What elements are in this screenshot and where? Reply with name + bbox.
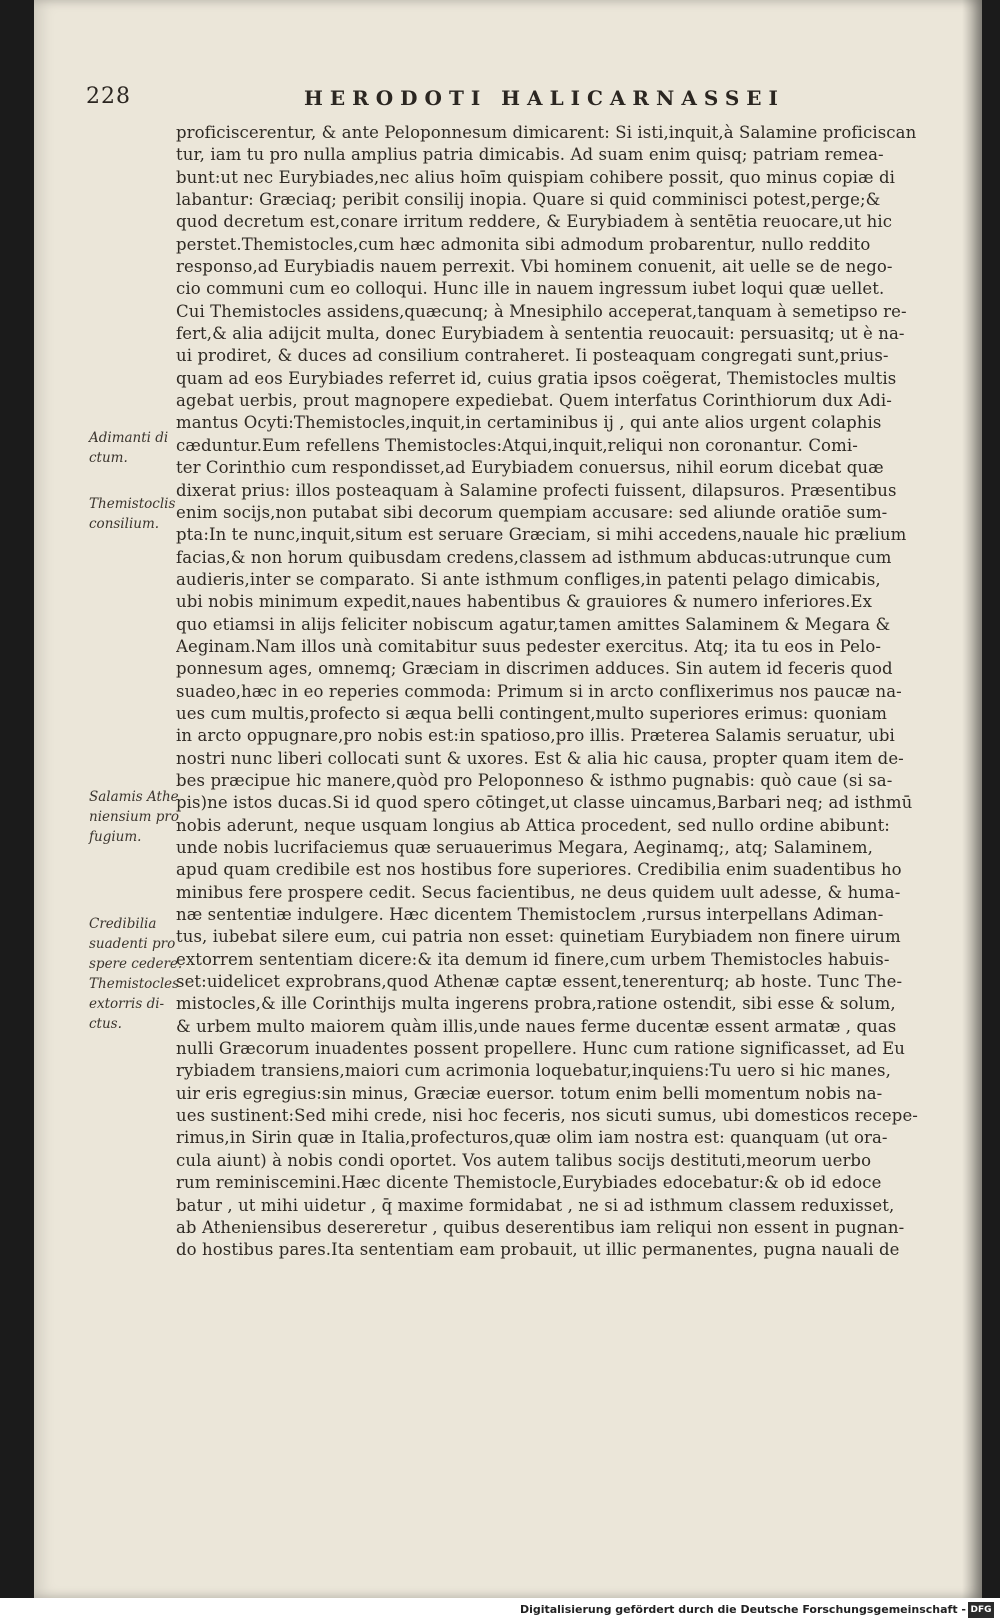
digitization-footer [0, 1598, 1000, 1623]
marginal-note-credibilia [89, 914, 182, 1034]
text-line: suadeo,hæc in eo reperies commoda: Primum si in arcto conflixerimus nos paucæ na- [176, 681, 902, 701]
text-line: mistocles,& ille Corinthijs multa ingerens probra,ratione ostendit, sibi esse & solum, [176, 994, 896, 1014]
page-number: 228 [86, 84, 131, 109]
marginal-note-themistoclis [89, 494, 175, 534]
text-line: nobis aderunt, neque usquam longius ab Attica procedent, sed nullo ordine abibunt: [176, 815, 890, 835]
text-line: tus, iubebat silere eum, cui patria non esset: quinetiam Eurybiadem non finere uirum [176, 927, 901, 947]
running-head: HERODOTI HALICARNASSEI [304, 86, 785, 110]
text-line: dixerat prius: illos posteaquam à Salamine profecti fuissent, dilapsuros. Præsentibus [176, 480, 897, 500]
text-line: enim socijs,non putabat sibi decorum quempiam accusare: sed aliunde oratiōe sum- [176, 502, 888, 522]
text-line: ubi nobis minimum expedit,naues habentibus & grauiores & numero inferiores.Ex [176, 592, 873, 612]
text-line: cio communi cum eo colloqui. Hunc ille in nauem ingressum iubet loqui quæ uellet. [176, 279, 885, 299]
text-line: næ sententiæ indulgere. Hæc dicentem Themistoclem ,rursus interpellans Adiman- [176, 905, 884, 925]
marginal-note-line: fugium. [89, 829, 142, 845]
text-line: ab Atheniensibus desereretur , quibus deserentibus iam reliqui non essent in pugnan- [176, 1217, 905, 1237]
text-line: labantur: Græciaq; peribit consilij inopia. Quare si quid comminisci potest,perge;& [176, 190, 881, 210]
marginal-note-adimanti [89, 428, 168, 468]
text-line: & urbem multo maiorem quàm illis,unde naues ferme ducentæ essent armatæ , quas [176, 1016, 897, 1036]
text-line: cæduntur.Eum refellens Themistocles:Atqui,inquit,reliqui non coronantur. Comi- [176, 435, 858, 455]
text-line: nulli Græcorum inuadentes possent propellere. Hunc cum ratione significasset, ad Eu [176, 1039, 905, 1059]
text-line: do hostibus pares.Ita sententiam eam probauit, ut illic permanentes, pugna nauali de [176, 1240, 900, 1260]
text-line: mantus Ocyti:Themistocles,inquit,in certaminibus ij , qui ante alios urgent colaphis [176, 413, 882, 433]
marginal-note-line: niensium pro [89, 809, 179, 825]
text-line: extorrem sententiam dicere:& ita demum id finere,cum urbem Themistocles habuis- [176, 949, 890, 969]
marginal-note-line: Adimanti di [89, 430, 169, 446]
marginal-note-line: ctus. [89, 1016, 122, 1032]
text-line: ui prodiret, & duces ad consilium contraheret. Ii posteaquam congregati sunt,prius- [176, 346, 889, 366]
marginal-note-line: consilium. [89, 516, 160, 532]
text-line: ter Corinthio cum respondisset,ad Eurybiadem conuersus, nihil eorum dicebat quæ [176, 458, 884, 478]
marginal-note-line: suadenti pro [89, 936, 176, 952]
page-header [34, 84, 982, 116]
text-line: quo etiamsi in alijs feliciter nobiscum agatur,tamen amittes Salaminem & Megara & [176, 614, 891, 634]
text-line: ues sustinent:Sed mihi crede, nisi hoc feceris, nos sicuti sumus, ubi domesticos recepe- [176, 1106, 918, 1126]
book-page [34, 0, 982, 1598]
text-line: quod decretum est,conare irritum reddere, & Eurybiadem à sentētia reuocare,ut hic [176, 212, 893, 232]
text-line: pis)ne istos ducas.Si id quod spero cōtinget,ut classe uincamus,Barbari neq; ad isthmū [176, 793, 913, 813]
text-line: agebat uerbis, prout magnopere expediebat. Quem interfatus Corinthiorum dux Adi- [176, 391, 892, 411]
text-line: uir eris egregius:sin minus, Græciæ euersor. totum enim belli momentum nobis na- [176, 1083, 883, 1103]
text-line: apud quam credibile est nos hostibus fore superiores. Credibilia enim suadentibus ho [176, 860, 902, 880]
marginal-note-line: Themistocles [89, 976, 180, 992]
marginal-note-salamis [89, 787, 179, 847]
text-line: ues cum multis,profecto si æqua belli contingent,multo superiores erimus: quoniam [176, 703, 888, 723]
body-text [176, 122, 966, 1262]
text-line: responso,ad Eurybiadis nauem perrexit. Vbi hominem conuenit, ait uelle se de nego- [176, 257, 893, 277]
text-line: minibus fere prospere cedit. Secus facientibus, ne deus quidem uult adesse, & huma- [176, 882, 901, 902]
footer-credit: Digitalisierung gefördert durch die Deutsche Forschungsgemeinschaft - [519, 1603, 966, 1616]
text-line: bes præcipue hic manere,quòd pro Peloponneso & isthmo pugnabis: quò caue (si sa- [176, 770, 893, 790]
text-line: Cui Themistocles assidens,quæcunq; à Mnesiphilo acceperat,tanquam à semetipso re- [176, 301, 907, 321]
text-line: in arcto oppugnare,pro nobis est:in spatioso,pro illis. Præterea Salamis seruatur, ubi [176, 726, 895, 746]
text-line: audieris,inter se comparato. Si ante isthmum confliges,in patenti pelago dimicabis, [176, 569, 881, 589]
text-line: tur, iam tu pro nulla amplius patria dimicabis. Ad suam enim quisq; patriam remea- [176, 145, 884, 165]
text-line: quam ad eos Eurybiades referret id, cuius gratia ipsos coëgerat, Themistocles multis [176, 368, 897, 388]
text-line: rum reminiscemini.Hæc dicente Themistocle,Eurybiades edocebatur:& ob id edoce [176, 1173, 882, 1193]
text-line: unde nobis lucrifaciemus quæ seruauerimus Megara, Aeginamq;, atq; Salaminem, [176, 838, 873, 857]
text-line: ponnesum ages, omnemq; Græciam in discrimen adduces. Sin autem id feceris quod [176, 659, 893, 679]
marginal-note-line: Salamis Athe [89, 789, 179, 805]
marginal-note-line: spere cedere. [89, 956, 183, 972]
marginal-note-line: ctum. [89, 450, 128, 466]
text-line: rimus,in Sirin quæ in Italia,profecturos,quæ olim iam nostra est: quanquam (ut ora- [176, 1128, 888, 1148]
text-line: proficiscerentur, & ante Peloponnesum dimicarent: Si isti,inquit,à Salamine proficiscan [176, 123, 917, 142]
text-line: facias,& non horum quibusdam credens,classem ad isthmum abducas:utrunque cum [176, 547, 892, 567]
text-line: cula aiunt) à nobis condi oportet. Vos autem talibus socijs destituti,meorum uerbo [176, 1150, 872, 1170]
text-line: bunt:ut nec Eurybiades,nec alius hoīm quispiam cohibere possit, quo minus copiæ di [176, 167, 896, 187]
text-line: perstet.Themistocles,cum hæc admonita sibi admodum probarentur, nullo reddito [176, 234, 871, 254]
dfg-logo: DFG [968, 1602, 994, 1618]
marginal-note-line: extorris di- [89, 996, 165, 1012]
marginal-note-line: Themistoclis [89, 496, 176, 512]
text-line: batur , ut mihi uidetur , q̄ maxime formidabat , ne si ad isthmum classem reduxisset, [176, 1195, 895, 1215]
text-line: set:uidelicet exprobrans,quod Athenæ captæ essent,tenerenturq; ab hoste. Tunc The- [176, 972, 903, 992]
text-line: Aeginam.Nam illos unà comitabitur suus pedester exercitus. Atq; ita tu eos in Pelo- [176, 636, 882, 656]
text-line: nostri nunc liberi collocati sunt & uxores. Est & alia hic causa, propter quam item de- [176, 748, 904, 768]
text-line: fert,& alia adijcit multa, donec Eurybiadem à sententia reuocauit: persuasitq; ut è na- [176, 324, 905, 344]
text-line: pta:In te nunc,inquit,situm est seruare Græciam, si mihi accedens,nauale hic prælium [176, 525, 907, 545]
text-line: rybiadem transiens,maiori cum acrimonia loquebatur,inquiens:Tu uero si hic manes, [176, 1061, 891, 1081]
marginal-note-line: Credibilia [89, 916, 157, 932]
